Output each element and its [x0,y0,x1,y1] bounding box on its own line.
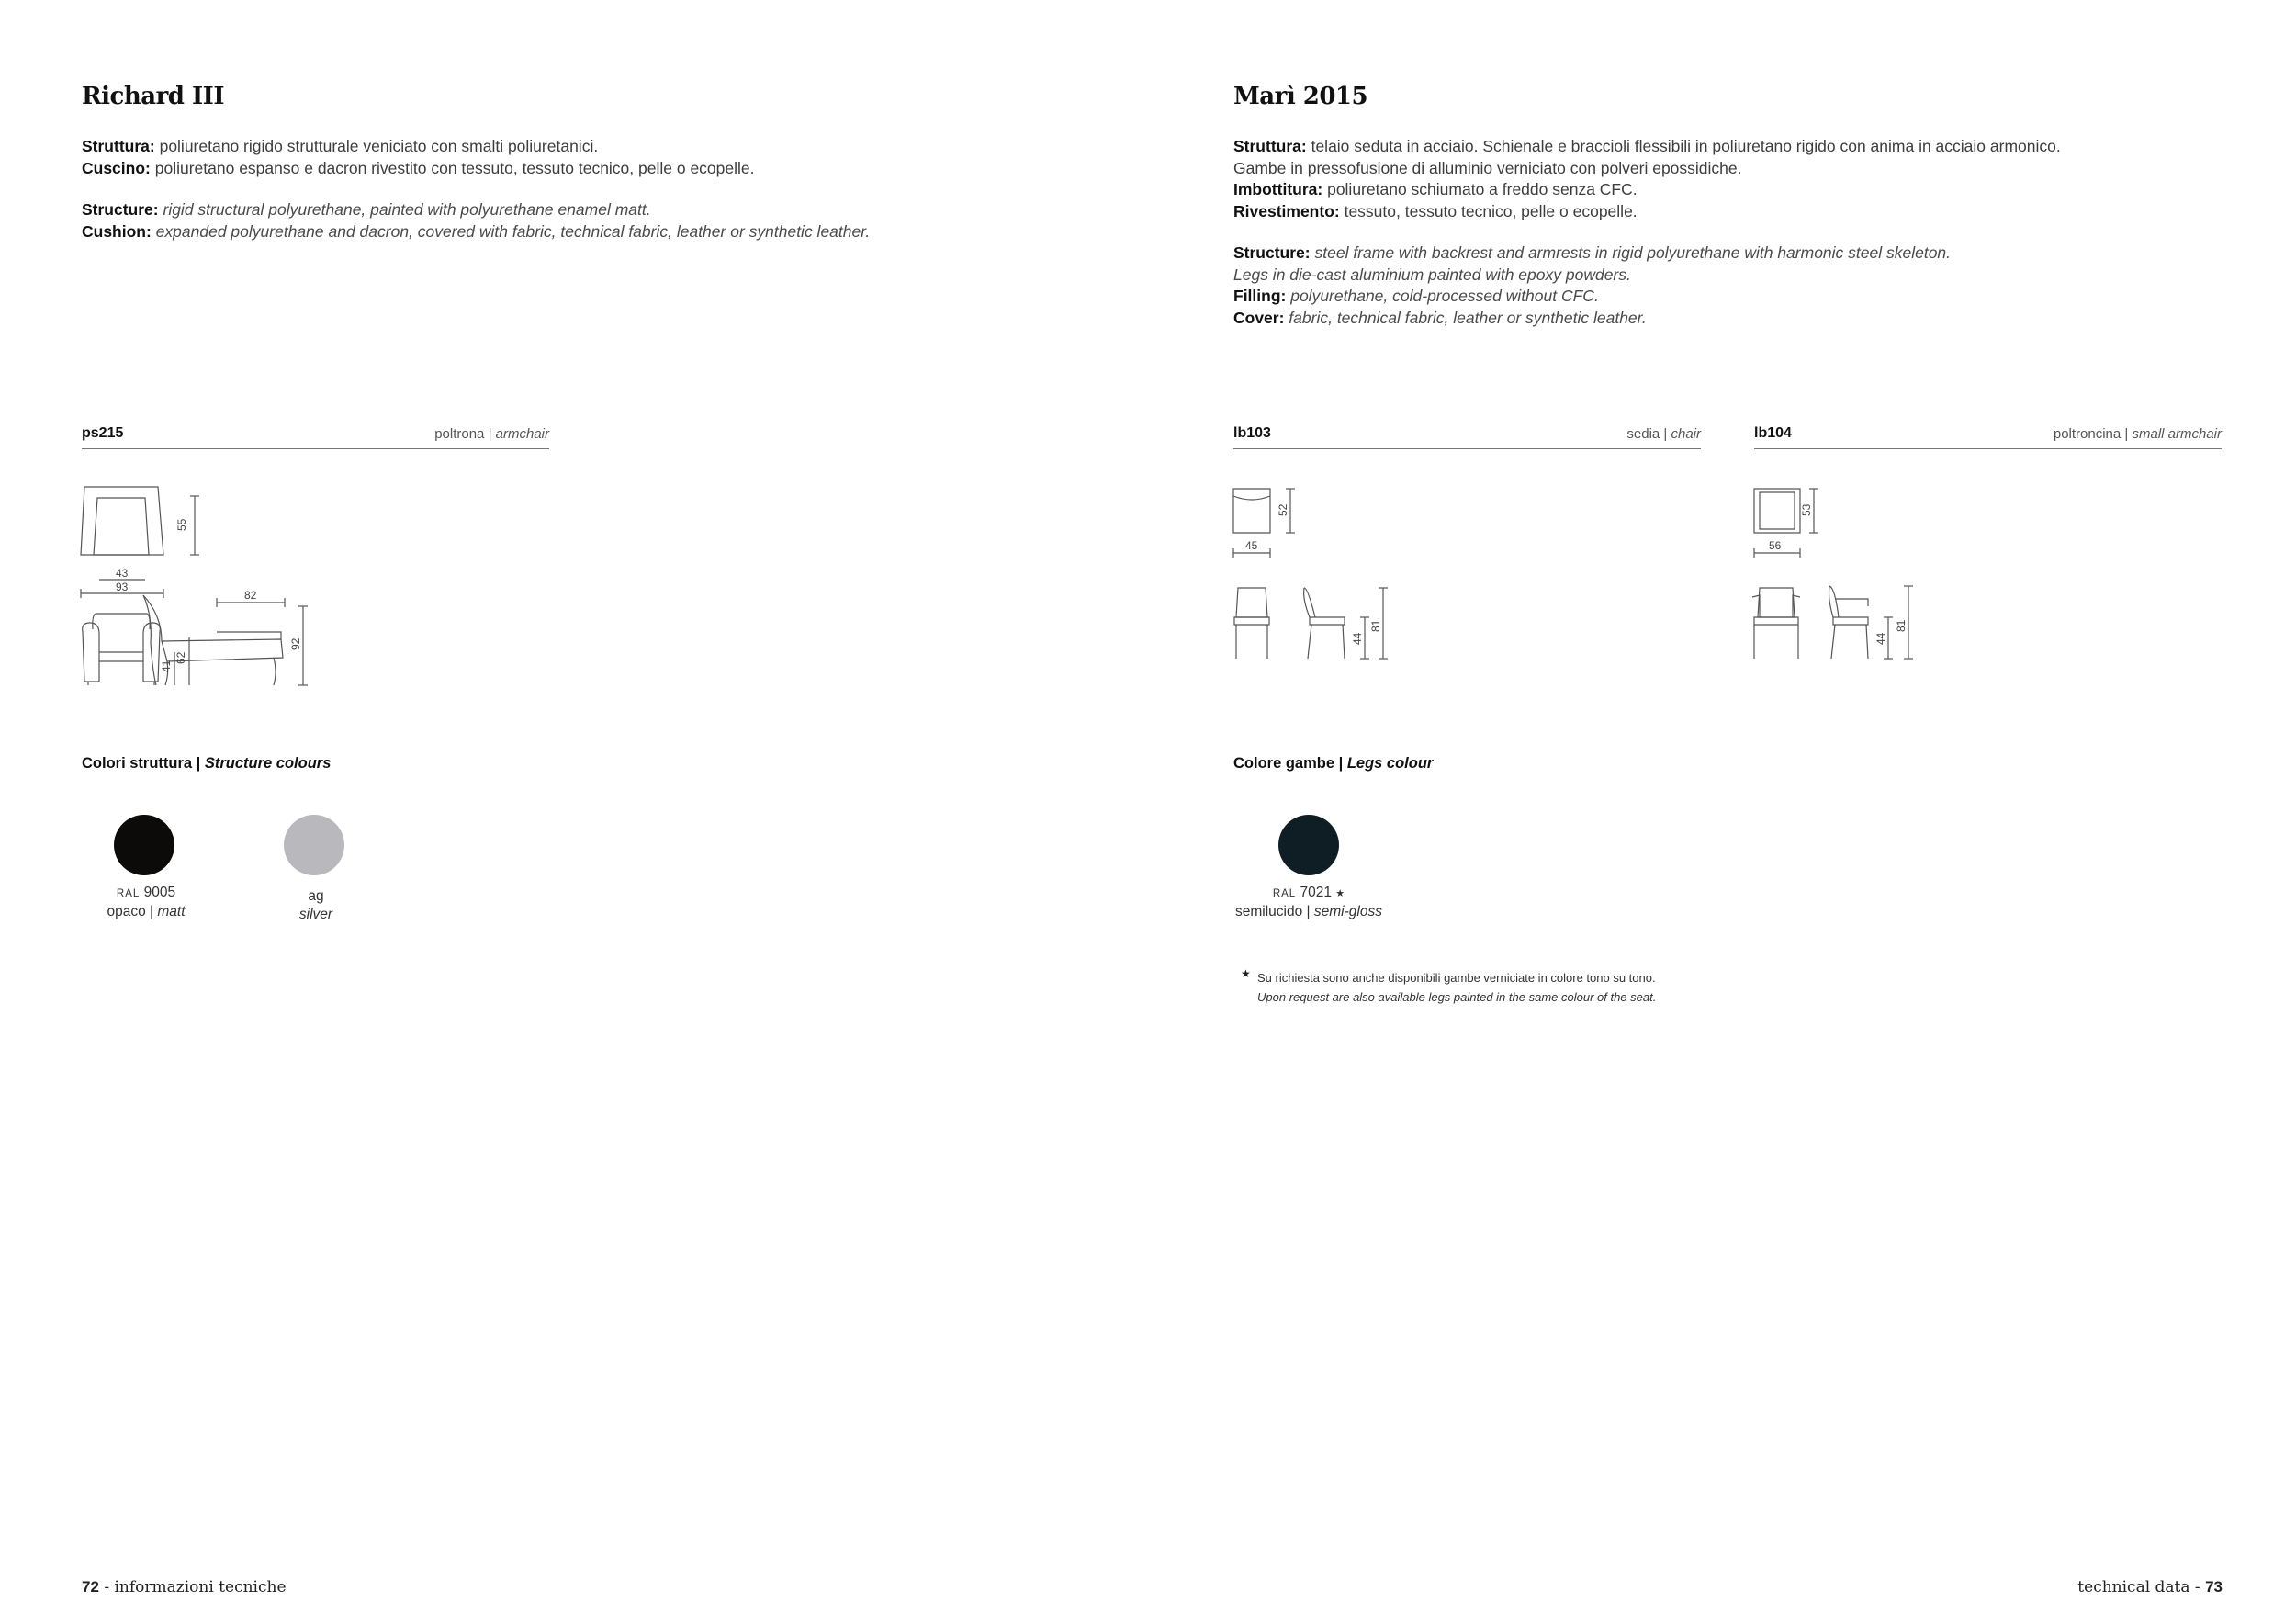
dim-front-h-arm: 62 [174,651,187,664]
desc-line: Filling: polyurethane, cold-processed without CFC. [1233,287,1599,305]
divider-rule [1754,448,2222,449]
footer-left: 72 - informazioni tecniche [82,1578,287,1596]
desc-line: Structure: rigid structural polyurethane, painted with polyurethane enamel matt. [82,200,651,219]
colour-dot-black [114,815,174,875]
chair-drawing-lb103 [1231,479,1414,663]
structure-colours-heading: Colori struttura | Structure colours [82,755,332,772]
dim-top-w: 93 [116,581,129,593]
product-title-right: Marì 2015 [1233,83,1368,110]
desc-line: Cuscino: poliuretano espanso e dacron rivestito con tessuto, tessuto tecnico, pelle o ecopelle. [82,158,755,177]
desc-line: Legs in die-cast aluminium painted with epoxy powders. [1233,265,1631,284]
product-type: poltrona | armchair [434,426,549,442]
product-type: sedia | chair [1626,426,1701,442]
dim-top-w: 56 [1769,539,1782,552]
swatch-ral9005: RAL 9005 opaco | matt [82,815,210,921]
star-icon: ★ [1335,888,1345,899]
product-code: lb103 [1233,425,1271,441]
dim-side-w: 82 [244,589,257,602]
product-code: ps215 [82,425,124,441]
dim-top-h: 55 [175,518,188,531]
dim-top-h: 52 [1277,503,1289,516]
divider-rule [82,448,549,449]
product-title-left: Richard III [82,83,224,110]
description-right [1233,136,2244,329]
dim-total-h: 81 [1369,619,1382,632]
desc-line: Structure: steel frame with backrest and armrests in rigid polyurethane with harmonic steel skeleton. [1233,243,1952,262]
desc-line: Cover: fabric, technical fabric, leather or synthetic leather. [1233,308,1647,327]
product-type: poltroncina | small armchair [2053,426,2222,442]
colour-dot-silver [284,815,344,875]
swatch-ral7021: RAL 7021 ★ semilucido | semi-gloss [1226,815,1391,921]
dim-top-w-inner: 43 [116,567,129,580]
desc-line: Imbottitura: poliuretano schiumato a freddo senza CFC. [1233,180,1638,198]
desc-line: Rivestimento: tessuto, tessuto tecnico, pelle o ecopelle. [1233,201,1638,220]
chair-drawing-lb104 [1750,479,1934,663]
dim-top-h: 53 [1800,503,1813,516]
divider-rule [1233,448,1701,449]
desc-line: Cushion: expanded polyurethane and dacron, covered with fabric, technical fabric, leather or synthetic leather. [82,221,871,241]
dim-side-h: 92 [289,637,302,650]
colour-dot-anthracite [1278,815,1339,875]
description-left [82,136,1092,242]
dim-seat-h: 44 [1874,632,1887,645]
desc-line: Struttura: telaio seduta in acciaio. Schienale e braccioli flessibili in poliuretano rigido con anima in acciaio armonico. [1233,137,2061,155]
footer-right: technical data - 73 [2077,1578,2223,1596]
legs-note: Su richiesta sono anche disponibili gambe verniciate in colore tono su tono. Upon request are also available legs painted in the same colour of the seat. [1257,971,1657,1004]
dim-front-h-seat: 41 [160,660,173,672]
star-icon: ★ [1241,967,1251,980]
dim-seat-h: 44 [1351,632,1364,645]
desc-line: Struttura: poliuretano rigido strutturale veniciato con smalti poliuretanici. [82,137,599,155]
armchair-drawing-ps215 [79,478,327,689]
dim-total-h: 81 [1895,619,1908,632]
product-code: lb104 [1754,425,1792,441]
desc-line: Gambe in pressofusione di alluminio verniciato con polveri epossidiche. [1233,158,1742,177]
dim-top-w: 45 [1245,539,1258,552]
legs-colour-heading: Colore gambe | Legs colour [1233,755,1434,772]
swatch-silver: ag silver [252,815,380,924]
